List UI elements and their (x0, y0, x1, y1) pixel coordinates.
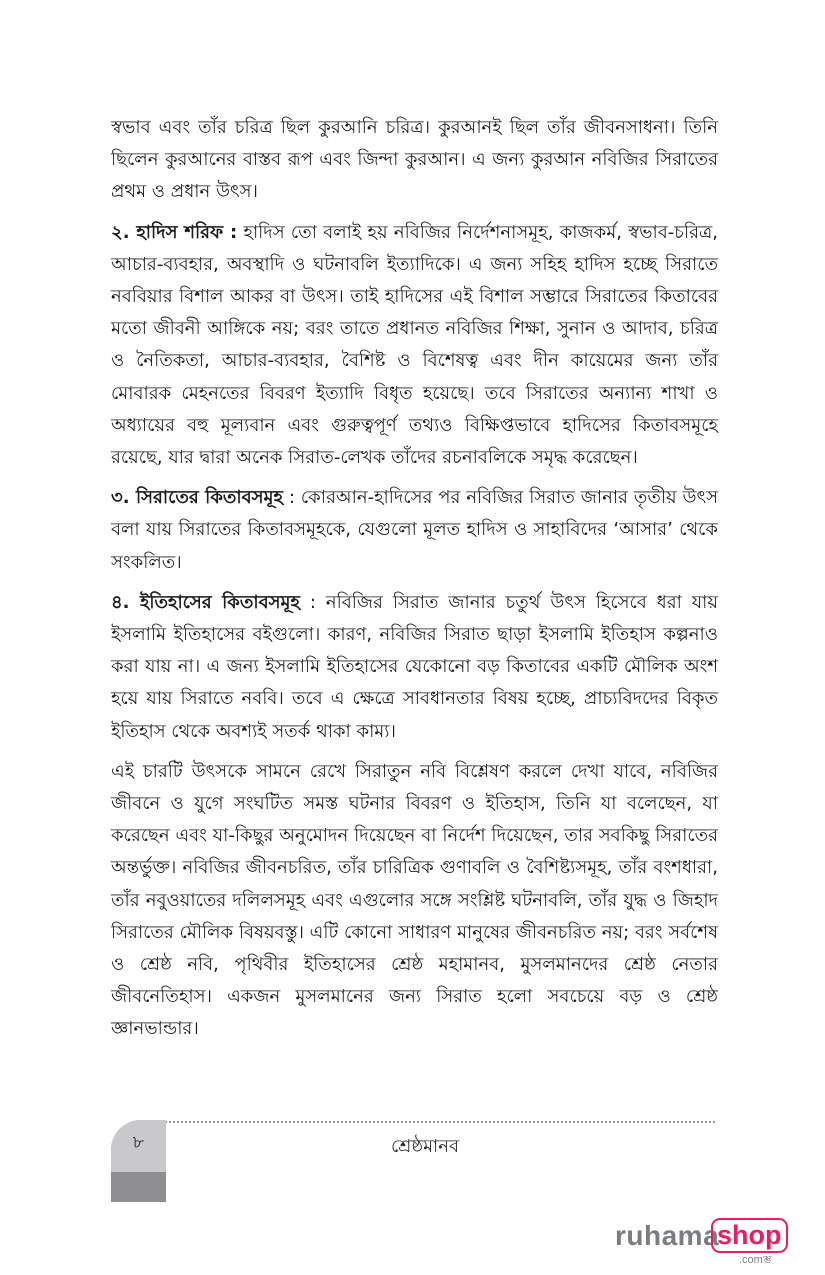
paragraph-1-text: স্বভাব এবং তাঁর চরিত্র ছিল কুরআনি চরিত্র। কুরআনই ছিল তাঁর জীবনসাধনা। তিনি ছিলেন কুরআনের বাস্তব রূপ এবং জিন্দা কুরআন। এ জন্য কুরআন নবিজির সিরাতের প্রথম ও প্রধান উৎস। (111, 117, 718, 203)
paragraph-1 (111, 112, 718, 209)
watermark-brand-shop: shop (711, 1218, 788, 1253)
watermark-brand-main: ruhama (615, 1220, 720, 1251)
page-number: ৮ (132, 1132, 145, 1153)
watermark-logo (615, 1212, 795, 1266)
paragraph-2-heading: ২. হাদিস শরিফ : (111, 221, 238, 243)
paragraph-3-heading: ৩. সিরাতের কিতাবসমূহ (111, 487, 284, 509)
paragraph-2 (111, 217, 718, 475)
paragraph-5-text: এই চারটি উৎসকে সামনে রেখে সিরাতুন নবি বিশ্লেষণ করলে দেখা যাবে, নবিজির জীবনে ও যুগে সংঘটিত সমস্ত ঘটনার বিবরণ ও ইতিহাস, তিনি যা বলেছেন, যা করেছেন এবং যা-কিছুর অনুমোদন দিয়েছেন বা নির্দেশ দিয়েছেন, তার সবকিছু সিরাতের অন্তর্ভুক্ত। নবিজির জীবনচরিত, তাঁর চারিত্রিক গুণাবলি ও বৈশিষ্ট্যসমূহ, তাঁর বংশধারা, তাঁর নবুওয়াতের দলিলসমূহ এবং এগুলোর সঙ্গে সংশ্লিষ্ট ঘটনাবলি, তাঁর যুদ্ধ ও জিহাদ সিরাতের মৌলিক বিষয়বস্তু। এটি কোনো সাধারণ মানুষের জীবনচরিত নয়; বরং সর্বশেষ ও শ্রেষ্ঠ নবি, পৃথিবীর ইতিহাসের শ্রেষ্ঠ মহামানব, মুসলমানদের শ্রেষ্ঠ নেতার জীবনেতিহাস। একজন মুসলমানের জন্য সিরাত হলো সবচেয়ে বড় ও শ্রেষ্ঠ জ্ঞানভান্ডার। (111, 760, 718, 1040)
paragraph-4 (111, 587, 718, 748)
paragraph-2-text: হাদিস তো বলাই হয় নবিজির নির্দেশনাসমূহ, কাজকর্ম, স্বভাব-চরিত্র, আচার-ব্যবহার, অবস্থাদি ও ঘটনাবলি ইত্যাদিকে। এ জন্য সহিহ হাদিস হচ্ছে সিরাতে নববিয়ার বিশাল আকর বা উৎস। তাই হাদিসের এই বিশাল সম্ভারে সিরাতের কিতাবের মতো জীবনী আঙ্গিকে নয়; বরং তাতে প্রধানত নবিজির শিক্ষা, সুনান ও আদাব, চরিত্র ও নৈতিকতা, আচার-ব্যবহার, বৈশিষ্ট ও বিশেষত্ব এবং দীন কায়েমের জন্য তাঁর মোবারক মেহনতের বিবরণ ইত্যাদি বিধৃত হয়েছে। তবে সিরাতের অন্যান্য শাখা ও অধ্যায়ের বহু মূল্যবান এবং গুরুত্বপূর্ণ তথ্যও বিক্ষিপ্তভাবে হাদিসের কিতাবসমূহে রয়েছে, যার দ্বারা অনেক সিরাত-লেখক তাঁদের রচনাবলিকে সমৃদ্ধ করেছেন। (111, 221, 718, 469)
paragraph-4-text: : নবিজির সিরাত জানার চতুর্থ উৎস হিসেবে ধরা যায় ইসলামি ইতিহাসের বইগুলো। কারণ, নবিজির সিরাত ছাড়া ইসলামি ইতিহাস কল্পনাও করা যায় না। এ জন্য ইসলামি ইতিহাসের যেকোনো বড় কিতাবের একটি মৌলিক অংশ হয়ে যায় সিরাতে নববি। তবে এ ক্ষেত্রে সাবধানতার বিষয় হচ্ছে, প্রাচ্যবিদদের বিকৃত ইতিহাস থেকে অবশ্যই সতর্ক থাকা কাম্য। (111, 591, 718, 742)
page-body (111, 112, 718, 1054)
paragraph-5 (111, 756, 718, 1046)
running-footer-title: শ্রেষ্ঠমানব (390, 1136, 460, 1157)
paragraph-3 (111, 482, 718, 579)
page-number-tab (111, 1120, 166, 1202)
paragraph-3-text: : কোরআন-হাদিসের পর নবিজির সিরাত জানার তৃতীয় উৎস বলা যায় সিরাতের কিতাবসমূহকে, যেগুলো মূলত হাদিস ও সাহাবিদের ‘আসার’ থেকে সংকলিত। (111, 487, 718, 573)
watermark-brand-suffix: .comম্ভ (739, 1254, 772, 1266)
paragraph-4-heading: ৪. ইতিহাসের কিতাবসমূহ (111, 591, 300, 613)
footer-divider (141, 1121, 715, 1123)
